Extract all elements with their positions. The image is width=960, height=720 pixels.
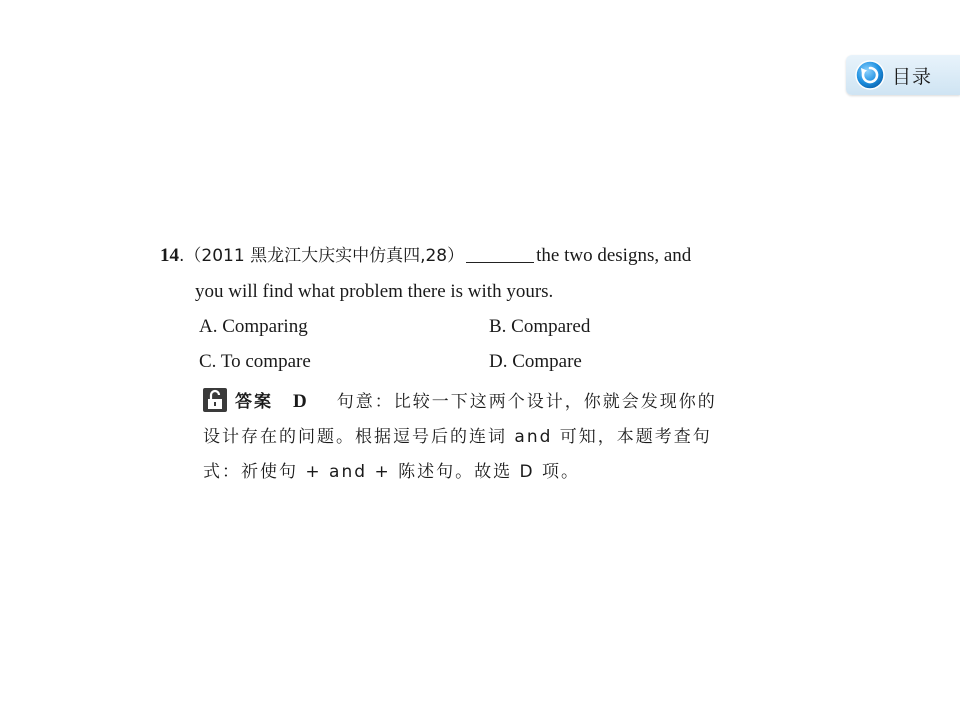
option-c: C. To compare [199, 351, 311, 372]
question-line-2: you will find what problem there is with yours. [195, 281, 554, 302]
option-b: B. Compared [489, 316, 591, 337]
answer-label: 答案 [235, 392, 273, 412]
toc-button[interactable] [846, 55, 960, 95]
toc-label: 目录 [892, 65, 933, 88]
answer-text-line-3: 式：祈使句 + and + 陈述句。故选 D 项。 [203, 462, 580, 482]
question-line-1 [160, 238, 820, 274]
question-text-line-1: the two designs, and [536, 245, 692, 266]
refresh-circle-icon [855, 60, 885, 90]
answer-block [203, 384, 813, 490]
option-a: A. Comparing [199, 316, 308, 337]
answer-text-line-2: 设计存在的问题。根据逗号后的连词 and 可知，本题考查句 [203, 427, 712, 447]
question-source-close: ,28） [420, 246, 465, 266]
answer-text-line-1: 句意：比较一下这两个设计，你就会发现你的 [336, 392, 717, 412]
question-source-open: .（2011 [179, 246, 251, 266]
lock-icon [203, 388, 227, 412]
answer-line-1 [203, 384, 813, 420]
options-grid [199, 309, 820, 379]
question-source-name: 黑龙江大庆实中仿真四 [250, 246, 421, 266]
option-d: D. Compare [489, 351, 582, 372]
answer-key: D [293, 391, 309, 412]
question-number: 14 [160, 245, 179, 266]
answer-blank [466, 242, 534, 263]
question-block [160, 238, 820, 379]
